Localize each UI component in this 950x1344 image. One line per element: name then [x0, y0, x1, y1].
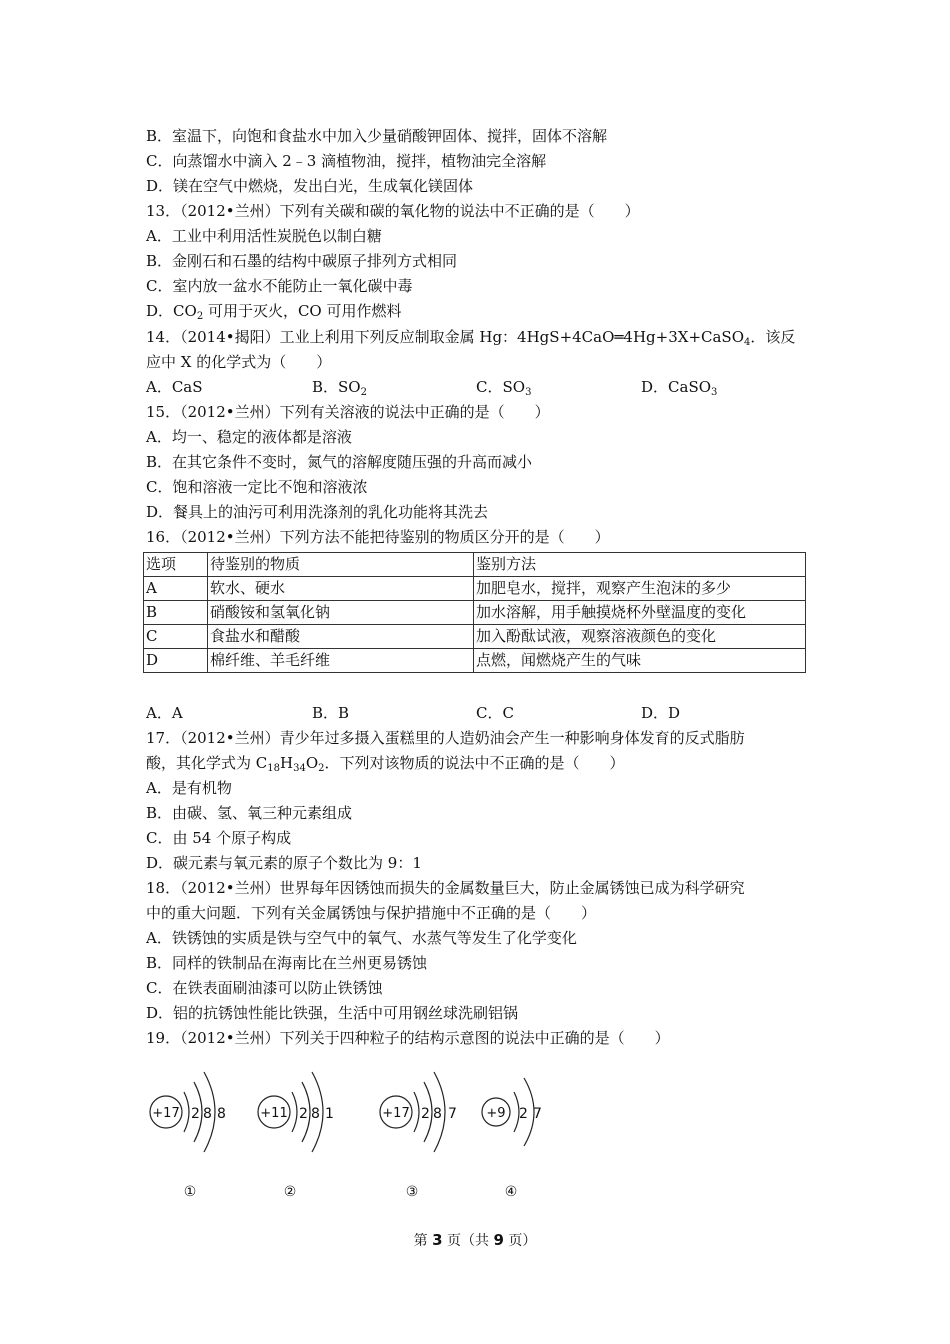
electron-shell-arc [292, 1092, 297, 1132]
q16-option-c: C．C [476, 704, 514, 722]
table-cell: 软水、硬水 [208, 577, 474, 601]
q18-stem-line1: 18．（2012•兰州）世界每年因锈蚀而损失的金属数量巨大，防止金属锈蚀已成为科学研究 [146, 879, 745, 897]
q16-option-a: A．A [146, 704, 183, 722]
electron-shell-arc [414, 1092, 419, 1132]
q17-option-c: C．由 54 个原子构成 [146, 829, 292, 847]
q13-option-b: B．金刚石和石墨的结构中碳原子排列方式相同 [146, 252, 458, 270]
nucleus-charge: +17 [382, 1106, 410, 1121]
q17-option-a: A．是有机物 [146, 779, 232, 797]
q15-option-a: A．均一、稳定的液体都是溶液 [146, 428, 352, 446]
table-row [144, 625, 806, 649]
q14-option-c: C．$SO_3$ [476, 378, 532, 398]
table-cell: C [144, 625, 208, 649]
table-cell: 加肥皂水，搅拌，观察产生泡沫的多少 [474, 577, 806, 601]
q15-option-d: D．餐具上的油污可利用洗涤剂的乳化功能将其洗去 [146, 503, 489, 521]
page-total: 9 [493, 1231, 504, 1249]
page-footer [0, 1230, 950, 1250]
q17-stem-line2: 酸，其化学式为 $C_{18}H_{34}O_2$．下列对该物质的说法中不正确的是（ ） [146, 754, 625, 774]
footer-text: 第 [413, 1233, 433, 1249]
q16-option-b: B．B [312, 704, 350, 722]
diagram-label: ③ [405, 1184, 419, 1200]
q13-option-d: D．$CO_2$ 可用于灭火，CO 可用作燃料 [146, 302, 402, 322]
nucleus-charge: +17 [152, 1106, 180, 1121]
table-header-cell: 选项 [144, 553, 208, 577]
table-cell: A [144, 577, 208, 601]
atom-diagram [380, 1072, 457, 1200]
q17-stem-line1: 17．（2012•兰州）青少年过多摄入蛋糕里的人造奶油会产生一种影响身体发育的反式脂肪 [146, 729, 745, 747]
q13-option-c: C．室内放一盆水不能防止一氧化碳中毒 [146, 277, 413, 295]
q14-option-b: B．$SO_2$ [312, 378, 367, 398]
q17-option-d: D．碳元素与氧元素的原子个数比为 9：1 [146, 854, 422, 872]
electron-shell-arc [184, 1092, 189, 1132]
q18-option-c: C．在铁表面刷油漆可以防止铁锈蚀 [146, 979, 383, 997]
atom-diagram [258, 1072, 334, 1200]
q16-table [143, 552, 806, 673]
footer-text: 页（共 [442, 1233, 494, 1249]
diagram-label: ④ [504, 1184, 518, 1200]
electron-count: 8 [433, 1106, 442, 1122]
table-cell: 加入酚酞试液，观察溶液颜色的变化 [474, 625, 806, 649]
nucleus-charge: +11 [260, 1106, 288, 1121]
q16-option-d: D．D [641, 704, 681, 722]
q12-option-c: C．向蒸馏水中滴入 2﹣3 滴植物油，搅拌，植物油完全溶解 [146, 152, 547, 170]
electron-count: 8 [311, 1106, 320, 1122]
q12-option-d: D．镁在空气中燃烧，发出白光，生成氧化镁固体 [146, 177, 474, 195]
table-header-cell: 鉴别方法 [474, 553, 806, 577]
q17-option-b: B．由碳、氢、氧三种元素组成 [146, 804, 353, 822]
q13-stem: 13．（2012•兰州）下列有关碳和碳的氧化物的说法中不正确的是（ ） [146, 202, 640, 220]
diagram-label: ② [283, 1184, 297, 1200]
electron-count: 2 [299, 1106, 308, 1122]
electron-count: 2 [191, 1106, 200, 1122]
table-row [144, 649, 806, 673]
electron-count: 7 [533, 1106, 542, 1122]
table-row [144, 601, 806, 625]
q14-stem-line2: 应中 X 的化学式为（ ） [146, 353, 332, 371]
q18-stem-line2: 中的重大问题．下列有关金属锈蚀与保护措施中不正确的是（ ） [146, 904, 597, 922]
q18-option-d: D．铝的抗锈蚀性能比铁强，生活中可用钢丝球洗刷铝锅 [146, 1004, 519, 1022]
atom-diagram [482, 1078, 542, 1200]
electron-count: 2 [519, 1106, 528, 1122]
diagram-label: ① [183, 1184, 197, 1200]
table-header-row [144, 553, 806, 577]
q19-stem: 19．（2012•兰州）下列关于四种粒子的结构示意图的说法中正确的是（ ） [146, 1029, 670, 1047]
electron-count: 1 [325, 1106, 334, 1122]
q15-stem: 15．（2012•兰州）下列有关溶液的说法中正确的是（ ） [146, 403, 550, 421]
q18-option-b: B．同样的铁制品在海南比在兰州更易锈蚀 [146, 954, 428, 972]
table-header-cell: 待鉴别的物质 [208, 553, 474, 577]
atom-diagram [150, 1072, 226, 1200]
q13-option-a: A．工业中利用活性炭脱色以制白糖 [146, 227, 382, 245]
q14-option-a: A．CaS [146, 378, 203, 396]
nucleus-charge: +9 [486, 1106, 506, 1121]
q12-option-b: B．室温下，向饱和食盐水中加入少量硝酸钾固体、搅拌，固体不溶解 [146, 127, 608, 145]
table-cell: 食盐水和醋酸 [208, 625, 474, 649]
table-cell: D [144, 649, 208, 673]
q18-option-a: A．铁锈蚀的实质是铁与空气中的氧气、水蒸气等发生了化学变化 [146, 929, 577, 947]
table-cell: B [144, 601, 208, 625]
electron-count: 2 [421, 1106, 430, 1122]
table-cell: 棉纤维、羊毛纤维 [208, 649, 474, 673]
q16-stem: 16．（2012•兰州）下列方法不能把待鉴别的物质区分开的是（ ） [146, 528, 610, 546]
q14-stem-line1: 14．（2014•揭阳）工业上利用下列反应制取金属 Hg：4HgS+4CaO═4Hg+3X+CaSO$_4$．该反 [146, 328, 796, 348]
atom-structure-diagrams [140, 1068, 580, 1208]
electron-count: 8 [203, 1106, 212, 1122]
q15-option-c: C．饱和溶液一定比不饱和溶液浓 [146, 478, 368, 496]
electron-count: 8 [217, 1106, 226, 1122]
q14-option-d: D．CaSO$_3$ [641, 378, 718, 398]
electron-count: 7 [448, 1106, 457, 1122]
table-row [144, 577, 806, 601]
q15-option-b: B．在其它条件不变时，氮气的溶解度随压强的升高而减小 [146, 453, 533, 471]
table-cell: 硝酸铵和氢氧化钠 [208, 601, 474, 625]
page-number: 3 [432, 1231, 443, 1249]
footer-text: 页） [503, 1233, 537, 1249]
table-cell: 点燃，闻燃烧产生的气味 [474, 649, 806, 673]
table-cell: 加水溶解，用手触摸烧杯外壁温度的变化 [474, 601, 806, 625]
